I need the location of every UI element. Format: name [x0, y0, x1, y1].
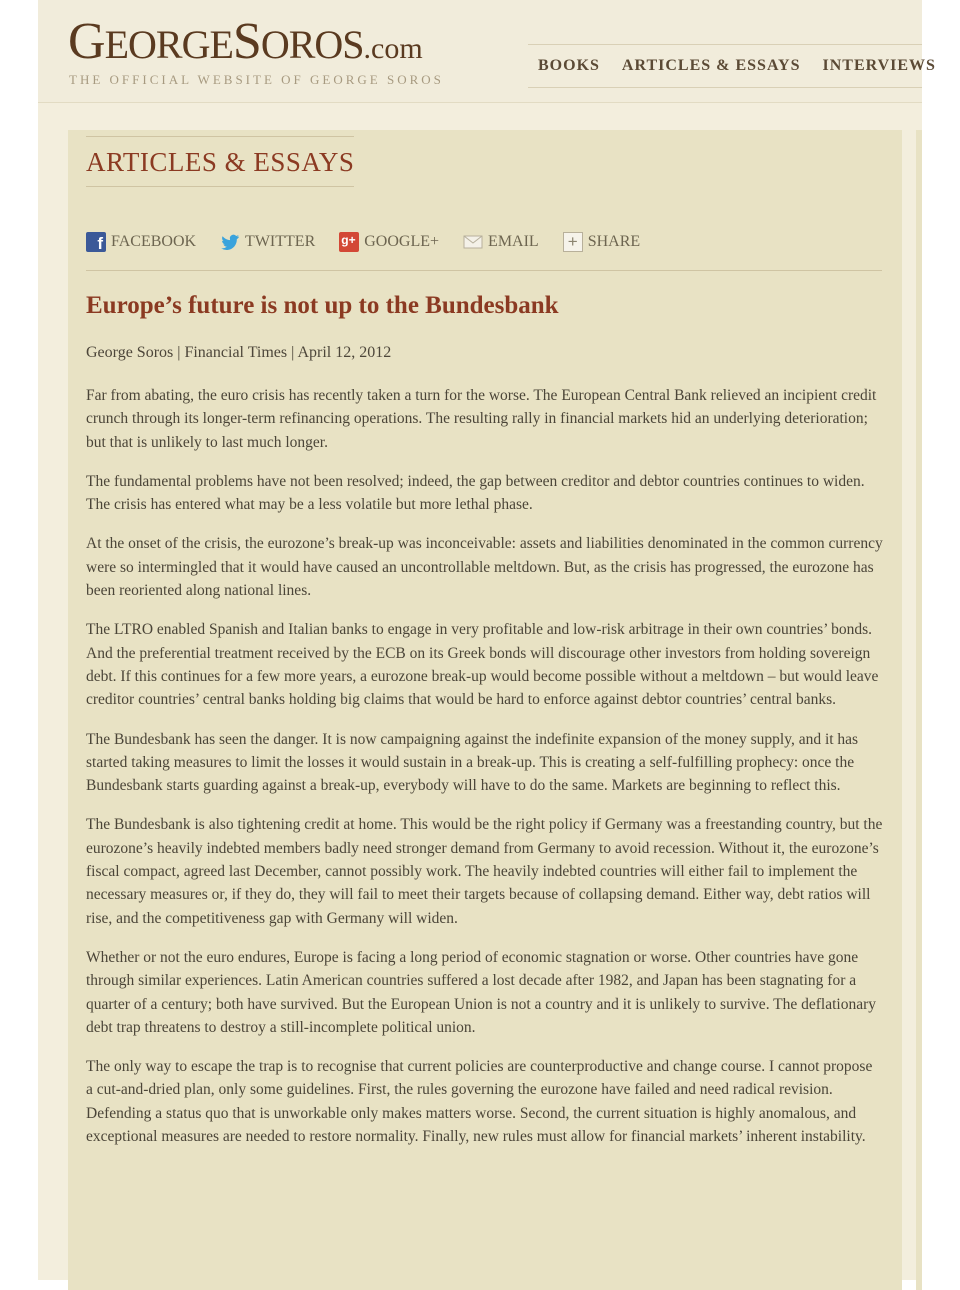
share-email-label: EMAIL	[488, 233, 539, 250]
share-google-plus[interactable]	[339, 232, 439, 252]
article-title: Europe’s future is not up to the Bundesbank	[86, 292, 559, 319]
site-header	[38, 0, 936, 103]
article-paragraph: The only way to escape the trap is to recognise that current policies are counterproductive and change course. I cannot propose a cut-and-dried plan, only some guidelines. First, the rules governing the eurozone have failed and need radical revision. Defending a status quo that is unworkable only makes matters worse. Second, the current situation is highly anomalous, and exceptional measures are needed to restore normality. Finally, new rules must allow for financial markets’ inherent instability.	[86, 1058, 873, 1146]
logo-word-george: EORGE	[104, 22, 233, 67]
main-nav	[528, 44, 936, 88]
article-paragraph: The fundamental problems have not been resolved; indeed, the gap between creditor and debtor countries continues to widen. The crisis has entered what may be a less volatile but more lethal phase.	[86, 472, 865, 514]
article-body	[86, 384, 883, 1164]
share-google-plus-label: GOOGLE+	[364, 233, 440, 250]
share-email[interactable]	[463, 232, 539, 252]
nav-item-articles-essays[interactable]: ARTICLES & ESSAYS	[621, 57, 801, 74]
article-paragraph: The LTRO enabled Spanish and Italian banks to engage in very profitable and low-risk arbitrage in their own countries’ bonds. And the preferential treatment received by the ECB on its Greek bonds will discourage other investors from holding sovereign debt. If this continues for a few more years, a eurozone break-up would become possible without a meltdown – but would leave creditor countries’ central banks holding big claims that would be hard to enforce against debtor countries’ central banks.	[86, 621, 879, 709]
section-title: ARTICLES & ESSAYS	[86, 136, 354, 187]
nav-item-interviews[interactable]: INTERVIEWS	[822, 57, 936, 74]
share-facebook[interactable]	[86, 232, 196, 252]
article-paragraph: At the onset of the crisis, the eurozone’s break-up was inconceivable: assets and liabilities denominated in the common currency were so intermingled that it would have caused an uncontrollable meltdown. But, as the crisis has progressed, the eurozone has been reoriented along national lines.	[86, 535, 883, 600]
article-byline: George Soros | Financial Times | April 12, 2012	[86, 344, 392, 361]
share-more[interactable]	[563, 232, 640, 252]
share-twitter-label: TWITTER	[245, 233, 316, 250]
share-facebook-label: FACEBOOK	[111, 233, 197, 250]
site-tagline: THE OFFICIAL WEBSITE OF GEORGE SOROS	[69, 72, 444, 87]
share-more-label: SHARE	[587, 233, 641, 250]
logo-letter-s: S	[232, 13, 261, 70]
share-bar	[86, 232, 882, 271]
logo-letter-g: G	[68, 13, 105, 70]
plus-icon	[563, 232, 583, 252]
nav-item-books[interactable]: BOOKS	[538, 57, 600, 74]
right-rail	[916, 130, 922, 1290]
logo-domain: .com	[363, 32, 423, 65]
logo-word-soros: OROS	[260, 22, 364, 67]
article-paragraph: Far from abating, the euro crisis has recently taken a turn for the worse. The European Central Bank relieved an incipient credit crunch through its longer-term refinancing operations. The resulting rally in financial markets hid an underlying deterioration; but that is unlikely to last much longer.	[86, 387, 877, 451]
article-paragraph: The Bundesbank is also tightening credit at home. This would be the right policy if Germany was a freestanding country, but the eurozone’s heavily indebted members badly need stronger demand from Germany to avoid recession. Without it, the eurozone’s fiscal compact, agreed last December, cannot possibly work. The heavily indebted countries will either fail to implement the necessary measures or, if they do, they will fail to meet their targets because of collapsing demand. Either way, debt ratios will rise, and the competitiveness gap with Germany will widen.	[86, 816, 883, 927]
article-paragraph: The Bundesbank has seen the danger. It is now campaigning against the indefinite expansion of the money supply, and it has started taking measures to limit the losses it would sustain in a break-up. This is creating a self-fulfilling prophecy: once the Bundesbank starts guarding against a break-up, everybody will have to do the same. Markets are beginning to reflect this.	[86, 730, 859, 795]
twitter-icon	[220, 232, 240, 252]
email-icon	[463, 232, 483, 252]
page	[38, 0, 936, 1280]
content-panel	[68, 130, 902, 1290]
site-logo[interactable]	[68, 12, 423, 71]
share-twitter[interactable]	[220, 232, 315, 252]
article-paragraph: Whether or not the euro endures, Europe is facing a long period of economic stagnation or worse. Other countries have gone through similar experiences. Latin American countries suffered a lost decade after 1982, and Japan has been stagnating for a quarter of a century; both have survived. But the European Union is not a country and it is unlikely to survive. The deflationary debt trap threatens to destroy a still-incomplete political union.	[86, 948, 877, 1036]
facebook-icon	[86, 232, 106, 252]
google-plus-icon	[339, 232, 359, 252]
